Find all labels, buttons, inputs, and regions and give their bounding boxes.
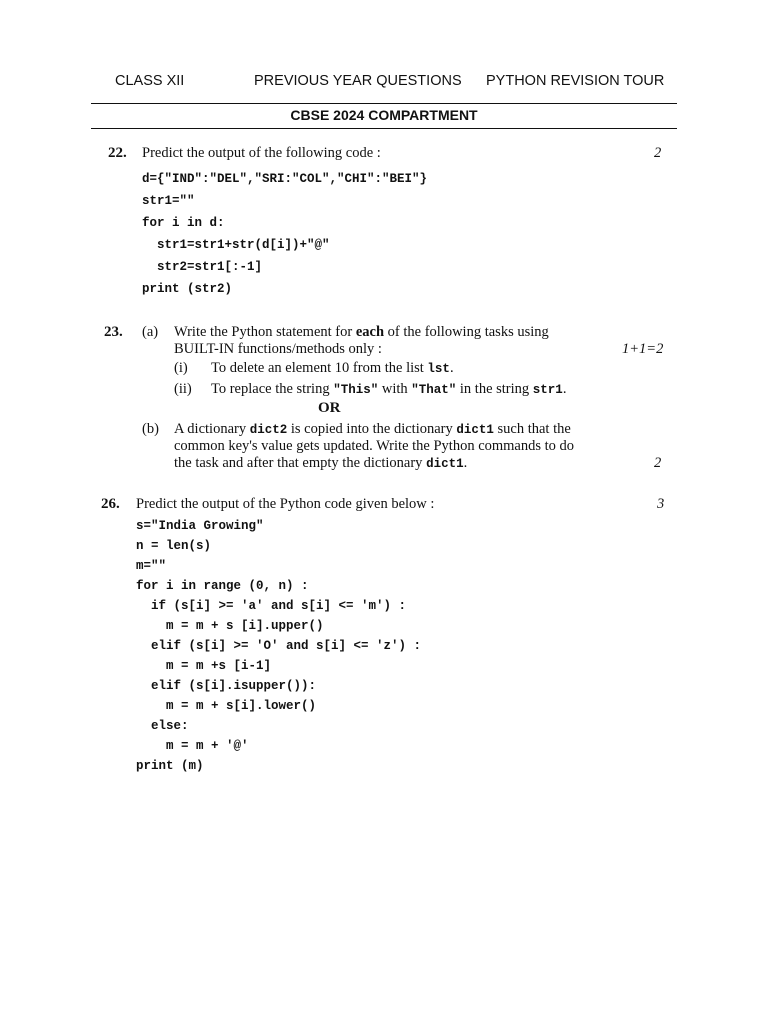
text-span: . bbox=[463, 455, 468, 471]
header-rule-bottom bbox=[91, 128, 677, 129]
bold-span: each bbox=[355, 324, 385, 340]
code-block bbox=[142, 168, 427, 300]
header-topic: PYTHON REVISION TOUR bbox=[486, 73, 665, 89]
sub-ii-text bbox=[211, 381, 566, 398]
code-line: m = m +s [i-1] bbox=[136, 659, 272, 673]
code-line: m="" bbox=[136, 559, 167, 573]
part-a-label: (a) bbox=[142, 324, 159, 340]
code-line: for i in d: bbox=[142, 216, 225, 230]
header-title: PREVIOUS YEAR QUESTIONS bbox=[254, 73, 462, 89]
text-span: Write the Python statement for bbox=[174, 324, 356, 340]
question-marks: 3 bbox=[657, 496, 665, 512]
part-b-line3 bbox=[174, 455, 467, 472]
part-b-label: (b) bbox=[142, 421, 159, 437]
question-prompt: Predict the output of the following code : bbox=[142, 145, 381, 161]
question-prompt: Predict the output of the Python code given below : bbox=[136, 496, 435, 512]
part-b-marks: 2 bbox=[654, 455, 662, 471]
question-number: 23. bbox=[104, 324, 123, 340]
sub-ii-label: (ii) bbox=[174, 381, 192, 397]
code-line: print (str2) bbox=[142, 282, 233, 296]
code-line: s="India Growing" bbox=[136, 519, 264, 533]
code-line: elif (s[i] >= 'O' and s[i] <= 'z') : bbox=[136, 639, 422, 653]
text-span: is copied into the dictionary bbox=[287, 421, 457, 437]
header-rule-top bbox=[91, 103, 677, 104]
text-span: with bbox=[378, 381, 412, 397]
or-separator: OR bbox=[318, 400, 341, 416]
code-line: n = len(s) bbox=[136, 539, 212, 553]
code-line: m = m + s[i].lower() bbox=[136, 699, 317, 713]
code-line: d={"IND":"DEL","SRI:"COL","CHI":"BEI"} bbox=[142, 172, 428, 186]
text-span: To replace the string bbox=[211, 381, 334, 397]
part-a-text-line1 bbox=[174, 324, 549, 341]
code-block bbox=[136, 516, 421, 776]
code-line: if (s[i] >= 'a' and s[i] <= 'm') : bbox=[136, 599, 407, 613]
code-span: dict1 bbox=[456, 423, 494, 437]
sub-i-label: (i) bbox=[174, 360, 188, 376]
text-span: . bbox=[562, 381, 567, 397]
code-line: str1=str1+str(d[i])+"@" bbox=[142, 238, 330, 252]
text-span: To delete an element 10 from the list bbox=[211, 360, 428, 376]
code-line: elif (s[i].isupper()): bbox=[136, 679, 317, 693]
text-span: such that the bbox=[493, 421, 571, 437]
code-line: m = m + '@' bbox=[136, 739, 249, 753]
part-a-text-line2: BUILT-IN functions/methods only : bbox=[174, 341, 382, 357]
sub-i-text bbox=[211, 360, 454, 377]
header-class: CLASS XII bbox=[115, 73, 185, 89]
question-number: 26. bbox=[101, 496, 120, 512]
code-line: m = m + s [i].upper() bbox=[136, 619, 324, 633]
code-line: for i in range (0, n) : bbox=[136, 579, 309, 593]
part-b-line1 bbox=[174, 421, 571, 438]
code-span: str1 bbox=[532, 383, 563, 397]
question-marks: 2 bbox=[654, 145, 662, 161]
text-span: . bbox=[449, 360, 454, 376]
code-span: "This" bbox=[333, 383, 379, 397]
code-span: lst bbox=[427, 362, 450, 376]
text-span: in the string bbox=[456, 381, 533, 397]
text-span: of the following tasks using bbox=[384, 324, 549, 340]
text-span: A dictionary bbox=[174, 421, 250, 437]
code-line: str1="" bbox=[142, 194, 195, 208]
code-span: dict2 bbox=[249, 423, 288, 437]
code-line: print (m) bbox=[136, 759, 204, 773]
part-b-line2: common key's value gets updated. Write the Python commands to do bbox=[174, 438, 575, 454]
question-number: 22. bbox=[108, 145, 127, 161]
code-span: dict1 bbox=[426, 457, 464, 471]
exam-subtitle: CBSE 2024 COMPARTMENT bbox=[290, 107, 478, 123]
part-a-marks: 1+1=2 bbox=[622, 341, 664, 357]
text-span: the task and after that empty the dictionary bbox=[174, 455, 427, 471]
code-span: "That" bbox=[411, 383, 457, 397]
code-line: str2=str1[:-1] bbox=[142, 260, 263, 274]
code-line: else: bbox=[136, 719, 189, 733]
